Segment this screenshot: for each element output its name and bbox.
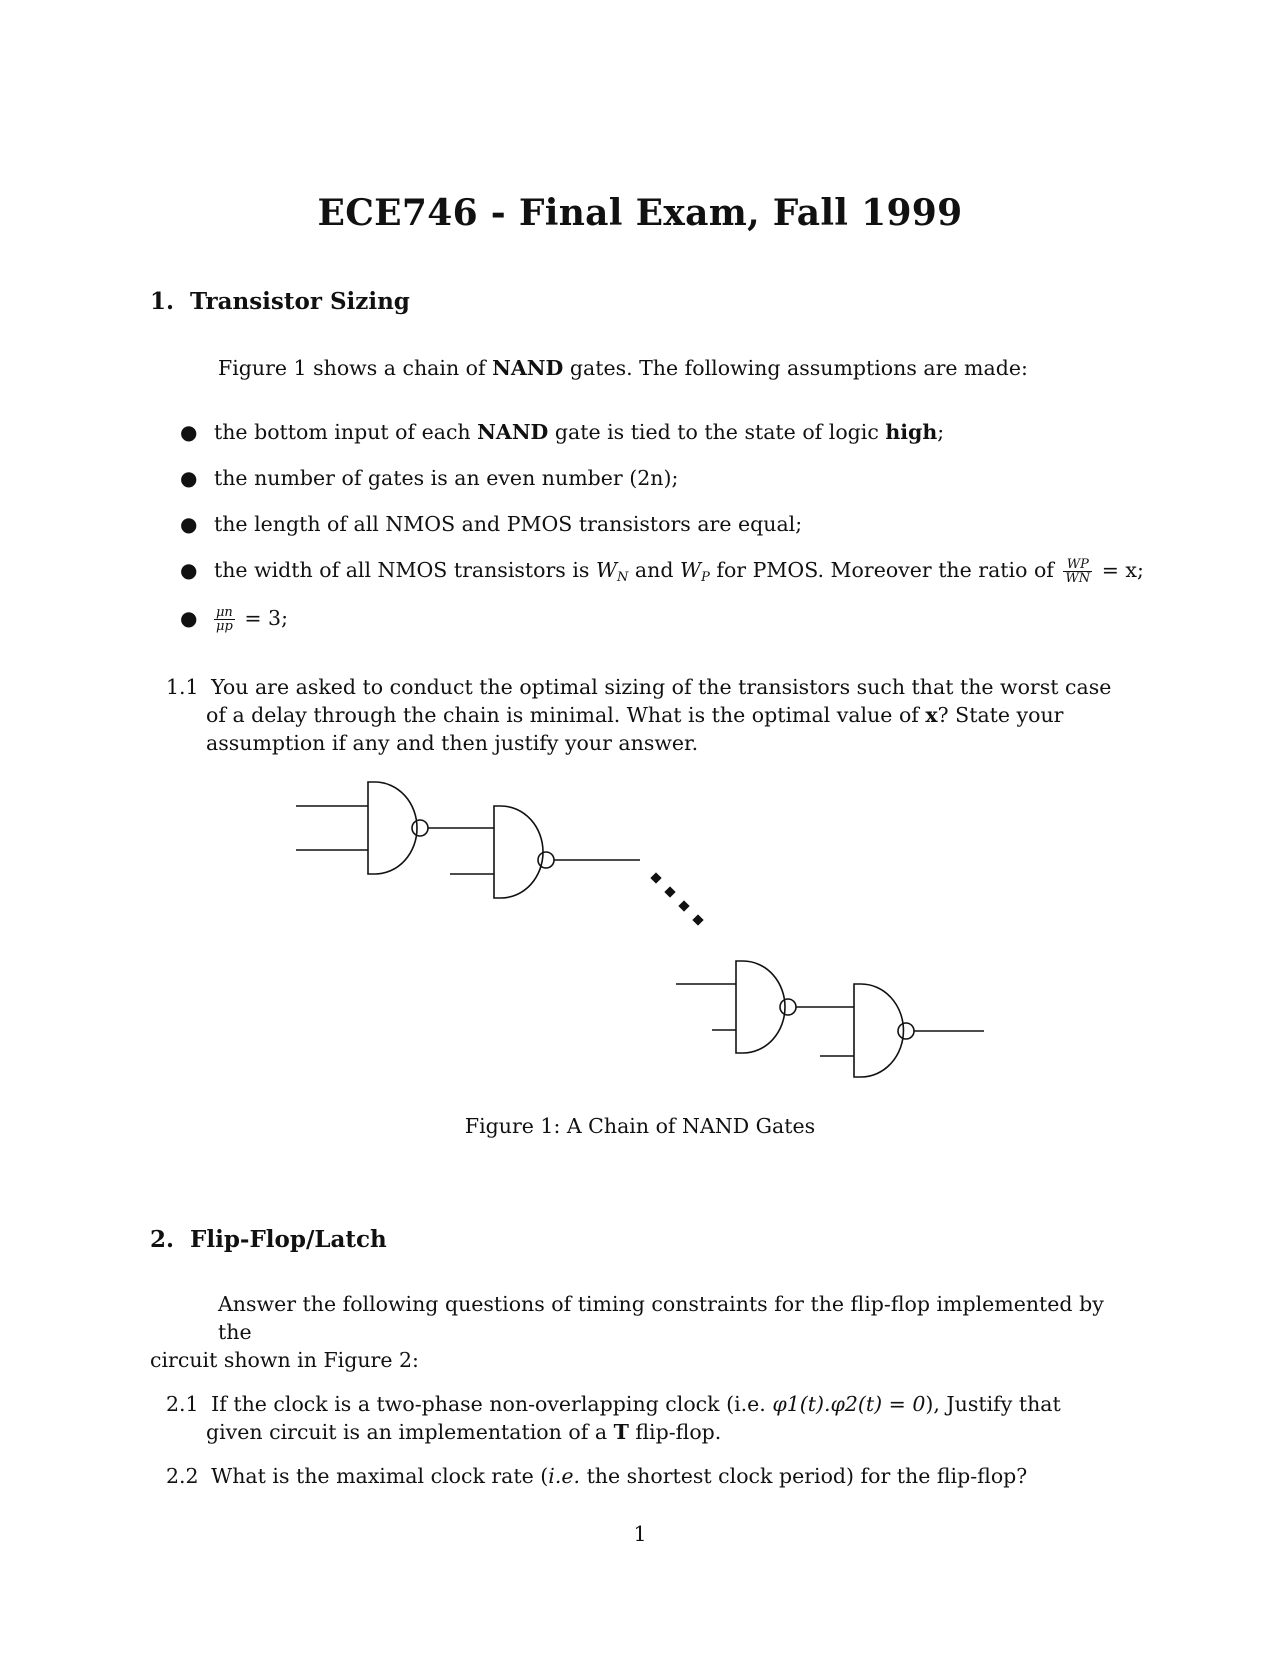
question-number: 1.1: [166, 675, 199, 699]
page-number: 1: [633, 1522, 647, 1546]
bullet-icon: ●: [180, 466, 198, 490]
bullet-item: ● the bottom input of each NAND gate is tied to the state of logic high;: [180, 420, 945, 444]
bullet-item: ● the length of all NMOS and PMOS transistors are equal;: [180, 512, 803, 536]
nand-gate-1: [296, 782, 428, 874]
ratio-fraction: $\frac{WP}{WN}$: [1065, 557, 1091, 586]
bullet-item: ● the width of all NMOS transistors is $W_N$ and $W_P$ for PMOS. Moreover the ratio of $\frac{WP}{WN}$ = x;: [180, 557, 1144, 586]
page-title: ECE746 - Final Exam, Fall 1999: [317, 192, 963, 234]
nand-gate-4: [820, 984, 984, 1077]
figure-1-caption: Figure 1: A Chain of NAND Gates: [464, 1114, 816, 1138]
question-1-1: 1.1 You are asked to conduct the optimal sizing of the transistors such that the worst case of a delay through the chain is minimal. What is the optimal value of x? State your assumption if any and then justify your answer.: [166, 675, 1112, 755]
section-1-intro: Figure 1 shows a chain of NAND gates. The following assumptions are made:: [218, 356, 1028, 380]
nand-gate-2: [450, 806, 640, 898]
bullet-item: ● the number of gates is an even number (2n);: [180, 466, 679, 490]
bullet-icon: ●: [180, 420, 198, 444]
section-2-heading: [150, 1226, 387, 1253]
question-2-1: 2.1 If the clock is a two-phase non-overlapping clock (i.e. φ1(t).φ2(t) = 0), Justify that given circuit is an implementation of a T flip-flop.: [166, 1392, 1061, 1444]
section-2-intro: Answer the following questions of timing constraints for the flip-flop implemented by the circuit shown in Figure 2:: [150, 1292, 1104, 1372]
bullet-icon: ●: [180, 606, 198, 630]
question-2-2: 2.2 What is the maximal clock rate (i.e. the shortest clock period) for the flip-flop?: [166, 1464, 1028, 1488]
bullet-icon: ●: [180, 558, 198, 582]
nand-gate-3: [676, 961, 796, 1053]
question-number: 2.2: [166, 1464, 199, 1488]
question-number: 2.1: [166, 1392, 199, 1416]
section-1-number: 1.: [150, 288, 175, 315]
section-2-number: 2.: [150, 1226, 175, 1253]
mobility-fraction: $\frac{\mu n}{\mu p}$: [215, 605, 233, 634]
ellipsis-dots: [650, 872, 703, 925]
bullet-icon: ●: [180, 512, 198, 536]
bullet-item: ● $\frac{\mu n}{\mu p}$ = 3;: [180, 605, 288, 634]
section-1-title: Transistor Sizing: [190, 288, 410, 315]
section-2-title: Flip-Flop/Latch: [190, 1226, 387, 1253]
